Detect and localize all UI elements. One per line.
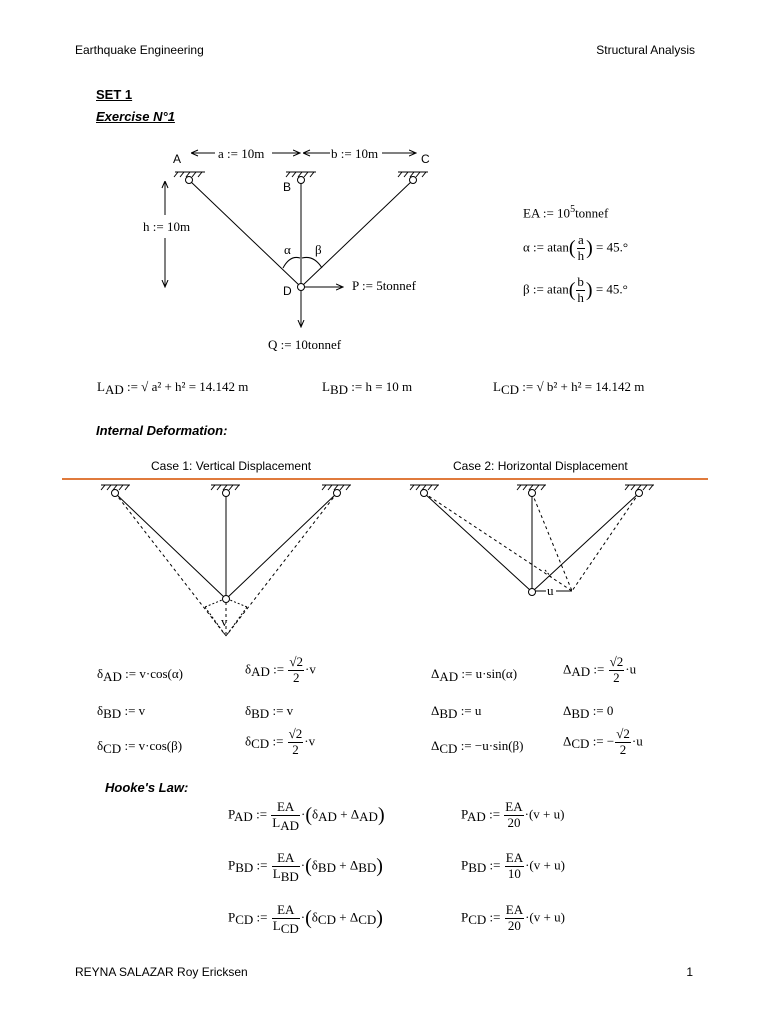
load-q-label: Q := 10tonnef	[268, 337, 342, 352]
hooke-bd-specific: PBD := $\frac{EA}{10}$ ·(v + u)	[461, 850, 565, 881]
hooke-bd-general: PBD := $\frac{EA}{\text{LBD}}$ ·(δBD + ΔBD)	[228, 850, 383, 884]
internal-deformation-title: Internal Deformation:	[96, 423, 228, 438]
case2-title: Case 2: Horizontal Displacement	[453, 459, 628, 473]
case1-v-label: v	[221, 614, 228, 629]
exercise-title: Exercise N°1	[96, 109, 175, 124]
length-ad: LAD := √ a² + h² = 14.142 m	[97, 379, 249, 397]
case1-title: Case 1: Vertical Displacement	[151, 459, 312, 473]
load-p-label: P := 5tonnef	[352, 278, 416, 293]
alpha-label: α	[284, 242, 291, 257]
bar-ad	[189, 180, 300, 286]
hooke-cd-general: PCD := $\frac{EA}{\text{LCD}}$ ·(δCD + ΔCD)	[228, 902, 383, 936]
Delta-cd-value: ΔCD := − $\frac{√2}{2}$ ·u	[563, 726, 643, 757]
delta-bd-value: δBD := v	[245, 703, 294, 721]
node-d-joint	[298, 284, 305, 291]
page-number: 1	[686, 965, 693, 979]
hooke-ad-general: PAD := $\frac{EA}{\text{LAD}}$ ·(δAD + ΔAD)	[228, 799, 385, 833]
Delta-bd-value: ΔBD := 0	[563, 703, 614, 721]
delta-cd-value: δCD := $\frac{√2}{2}$ ·v	[245, 726, 316, 757]
alpha-definition: α := atan( $\frac{a}{h}$ ) = 45.°	[523, 232, 629, 263]
delta-ad-cos: δAD := v·cos(α)	[97, 666, 183, 684]
hooke-ad-specific: PAD := $\frac{EA}{20}$ ·(v + u)	[461, 799, 565, 830]
dim-b-label: b := 10m	[331, 146, 379, 161]
length-cd: LCD := √ b² + h² = 14.142 m	[493, 379, 645, 397]
node-c-label: C	[421, 152, 430, 166]
bar-cd	[302, 180, 413, 286]
node-d-label: D	[283, 284, 292, 298]
node-b-label: B	[283, 180, 292, 194]
beta-label: β	[315, 242, 322, 257]
node-a-label: A	[173, 152, 182, 166]
Delta-ad-value: ΔAD := $\frac{√2}{2}$ ·u	[563, 654, 637, 685]
delta-bd-v: δBD := v	[97, 703, 146, 721]
dim-h-label: h := 10m	[143, 219, 191, 234]
hookes-title: Hooke's Law:	[105, 780, 189, 795]
footer-author: REYNA SALAZAR Roy Ericksen	[75, 965, 248, 979]
Delta-bd-u: ΔBD := u	[431, 703, 482, 721]
ea-definition: EA := $10^5tonnef$	[523, 204, 609, 221]
hooke-cd-specific: PCD := $\frac{EA}{20}$ ·(v + u)	[461, 902, 565, 933]
Delta-cd-sin: ΔCD := −u·sin(β)	[431, 738, 524, 756]
beta-definition: β := atan( $\frac{b}{h}$ ) = 45.°	[523, 274, 628, 305]
set-title: SET 1	[96, 87, 133, 102]
Delta-ad-sin: ΔAD := u·sin(α)	[431, 666, 518, 684]
header-right: Structural Analysis	[596, 43, 695, 57]
case2-figure	[410, 485, 654, 596]
header-left: Earthquake Engineering	[75, 43, 204, 57]
case2-u-label: u	[547, 583, 554, 598]
length-bd: LBD := h = 10 m	[322, 379, 413, 397]
delta-cd-cos: δCD := v·cos(β)	[97, 738, 183, 756]
section-rule	[62, 478, 708, 480]
dim-a-label: a := 10m	[218, 146, 265, 161]
delta-ad-value: δAD := $\frac{√2}{2}$ ·v	[245, 654, 316, 685]
